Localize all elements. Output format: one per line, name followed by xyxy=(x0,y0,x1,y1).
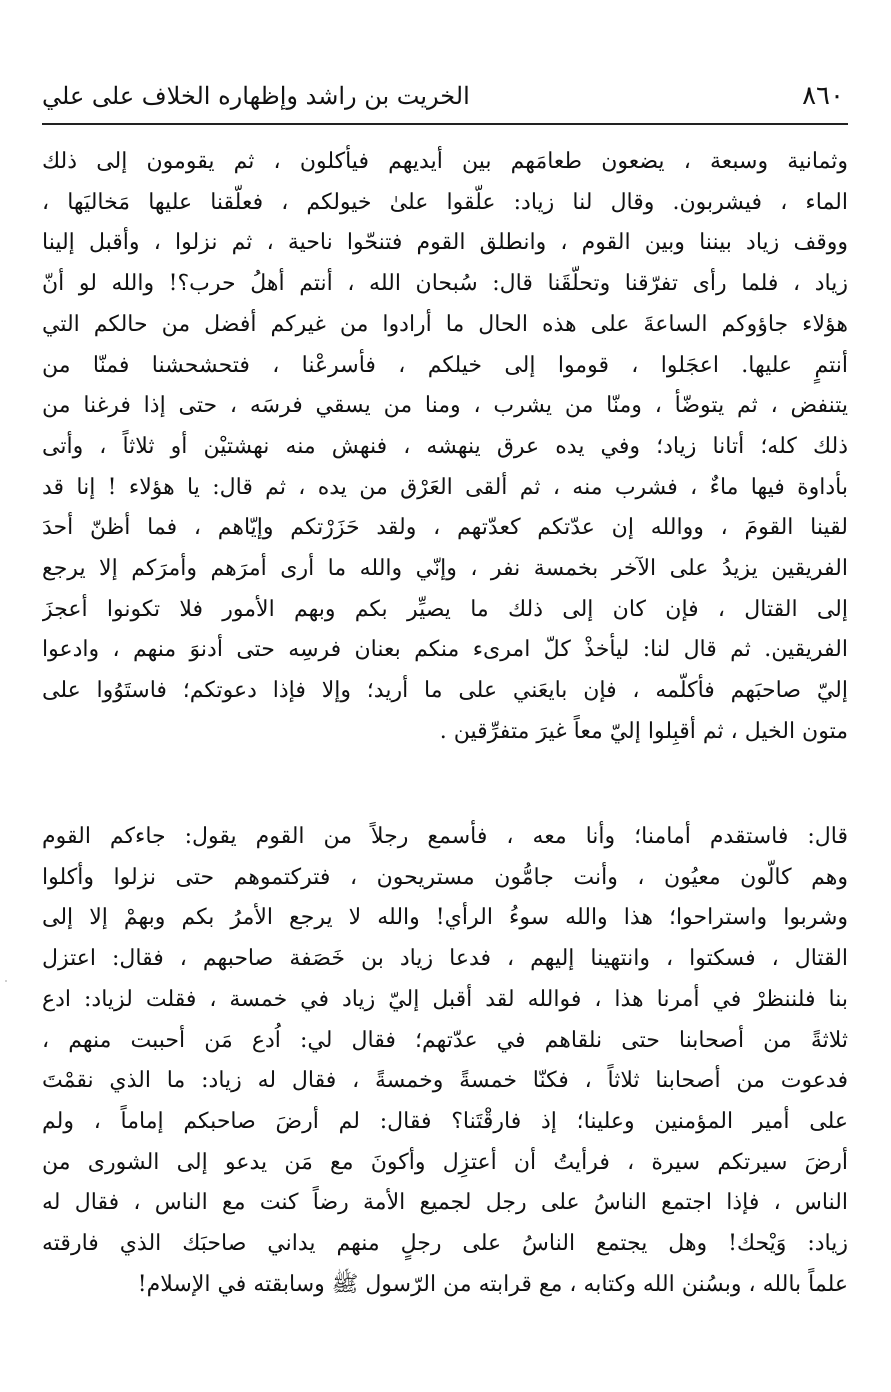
text-line: إليّ صاحبَهم فأكلّمه ، فإن بايعَني على ما أريد؛ وإلا فإذا دعوتكم؛ فاستَوُوا على xyxy=(42,678,848,704)
text-line: بأداوة فيها ماءٌ ، فشرب منه ، ثم ألقى العَرْق من يده ، ثم قال: يا هؤلاء ! إنا قد xyxy=(42,474,848,500)
text-line: وهم كالّون معيُون ، وأنت جامُّون مستريحون ، فتركتموهم حتى نزلوا وأكلوا xyxy=(42,864,848,890)
text-line: القتال ، فسكتوا ، وانتهينا إليهم ، فدعا زياد بن خَصَفة صاحبهم ، فقال: اعتزل xyxy=(42,946,848,972)
page-number: ٨٦٠ xyxy=(802,81,844,111)
text-line: الفريقين. ثم قال لنا: ليأخذْ كلّ امرىء منكم بعنان فرسِه حتى أدنوَ منهم ، وادعوا xyxy=(42,637,848,663)
header-divider xyxy=(42,123,848,125)
body-paragraph-2 xyxy=(42,817,848,1305)
text-line: أرضَ سيرتكم سيرة ، فرأيتُ أن أعتزِل وأكونَ مع مَن يدعو إلى الشورى من xyxy=(42,1149,848,1175)
text-line: هؤلاء جاؤوكم الساعةَ على هذه الحال ما أرادوا من غيركم أفضل من حالكم التي xyxy=(42,311,848,337)
body-paragraph-1 xyxy=(42,142,848,753)
text-line: لقينا القومَ ، ووالله إن عدّتكم كعدّتهم ، ولقد حَزَرْتكم وإيّاهم ، فما أظنّ أحدَ xyxy=(42,515,848,541)
text-line: على أمير المؤمنين وعلينا؛ إذ فارقْتَنا؟ فقال: لم أرضَ صاحبكم إماماً ، ولم xyxy=(42,1108,848,1134)
text-line: بنا فلننظرْ في أمرنا هذا ، فوالله لقد أقبل إليّ زياد في خمسة ، فقلت لزياد: ادع xyxy=(42,986,848,1012)
text-line: أنتمٍ عليها. اعجَلوا ، قوموا إلى خيلكم ، فأسرعْنا ، فتحشحشنا فمنّا من xyxy=(42,352,848,378)
text-line: يتنفض ، ثم يتوضّأ ، ومنّا من يشرب ، ومنا من يسقي فرسَه ، حتى إذا فرغنا من xyxy=(42,393,848,419)
text-line: الماء ، فيشربون. وقال لنا زياد: علّقوا علىٰ خيولكم ، فعلّقنا عليها مَخاليَها ، xyxy=(42,189,848,215)
text-line: ذلك كله؛ أتانا زياد؛ وفي يده عرق ينهشه ، فنهش منه نهشتيْن أو ثلاثاً ، وأتى xyxy=(42,433,848,459)
text-line: علماً بالله ، وبسُنن الله وكتابه ، مع قرابته من الرّسول ﷺ وسابقته في الإسلام! xyxy=(137,1271,848,1297)
text-line: فدعوت من أصحابنا ثلاثاً ، فكنّا خمسةً وخمسةً ، فقال له زياد: ما الذي نقمْتَ xyxy=(42,1068,848,1094)
margin-speck xyxy=(5,980,7,982)
text-line: زياد ، فلما رأى تفرّقنا وتحلّقَنا قال: سُبحان الله ، أنتم أهلُ حرب؟! والله لو أنّ xyxy=(42,271,848,297)
running-title: الخريت بن راشد وإظهاره الخلاف على علي xyxy=(42,82,470,110)
text-line: الفريقين يزيدُ على الآخر بخمسة نفر ، وإنّي والله ما أرى أمرَهم وأمرَكم إلا يرجع xyxy=(42,556,848,582)
text-line: ثلاثةً من أصحابنا حتى نلقاهم في عدّتهم؛ فقال لي: اُدع مَن أحببت منهم ، xyxy=(42,1027,848,1053)
text-line: وشربوا واستراحوا؛ هذا والله سوءُ الرأي! والله لا يرجع الأمرُ بكم وبهمْ إلا إلى xyxy=(42,905,848,931)
text-line: زياد: وَيْحك! وهل يجتمع الناسُ على رجلٍ منهم يداني صاحبَك الذي فارقته xyxy=(42,1231,848,1257)
text-line: ووقف زياد بيننا وبين القوم ، وانطلق القوم فتنحّوا ناحية ، ثم نزلوا ، وأقبل إلينا xyxy=(42,230,848,256)
page-header xyxy=(42,78,844,122)
text-line: متون الخيل ، ثم أقبِلوا إليّ معاً غيرَ متفرِّقين . xyxy=(439,718,848,744)
text-line: إلى القتال ، فإن كان إلى ذلك ما يصيِّر بكم وبهم الأمور فلا تكونوا أعجزَ xyxy=(42,596,848,622)
text-line: الناس ، فإذا اجتمع الناسُ على رجل لجميع الأمة رضاً كنت مع الناس ، فقال له xyxy=(42,1190,848,1216)
text-line: قال: فاستقدم أمامنا؛ وأنا معه ، فأسمع رجلاً من القوم يقول: جاءكم القوم xyxy=(42,824,848,849)
text-line: وثمانية وسبعة ، يضعون طعامَهم بين أيديهم فيأكلون ، ثم يقومون إلى ذلك xyxy=(42,149,848,174)
